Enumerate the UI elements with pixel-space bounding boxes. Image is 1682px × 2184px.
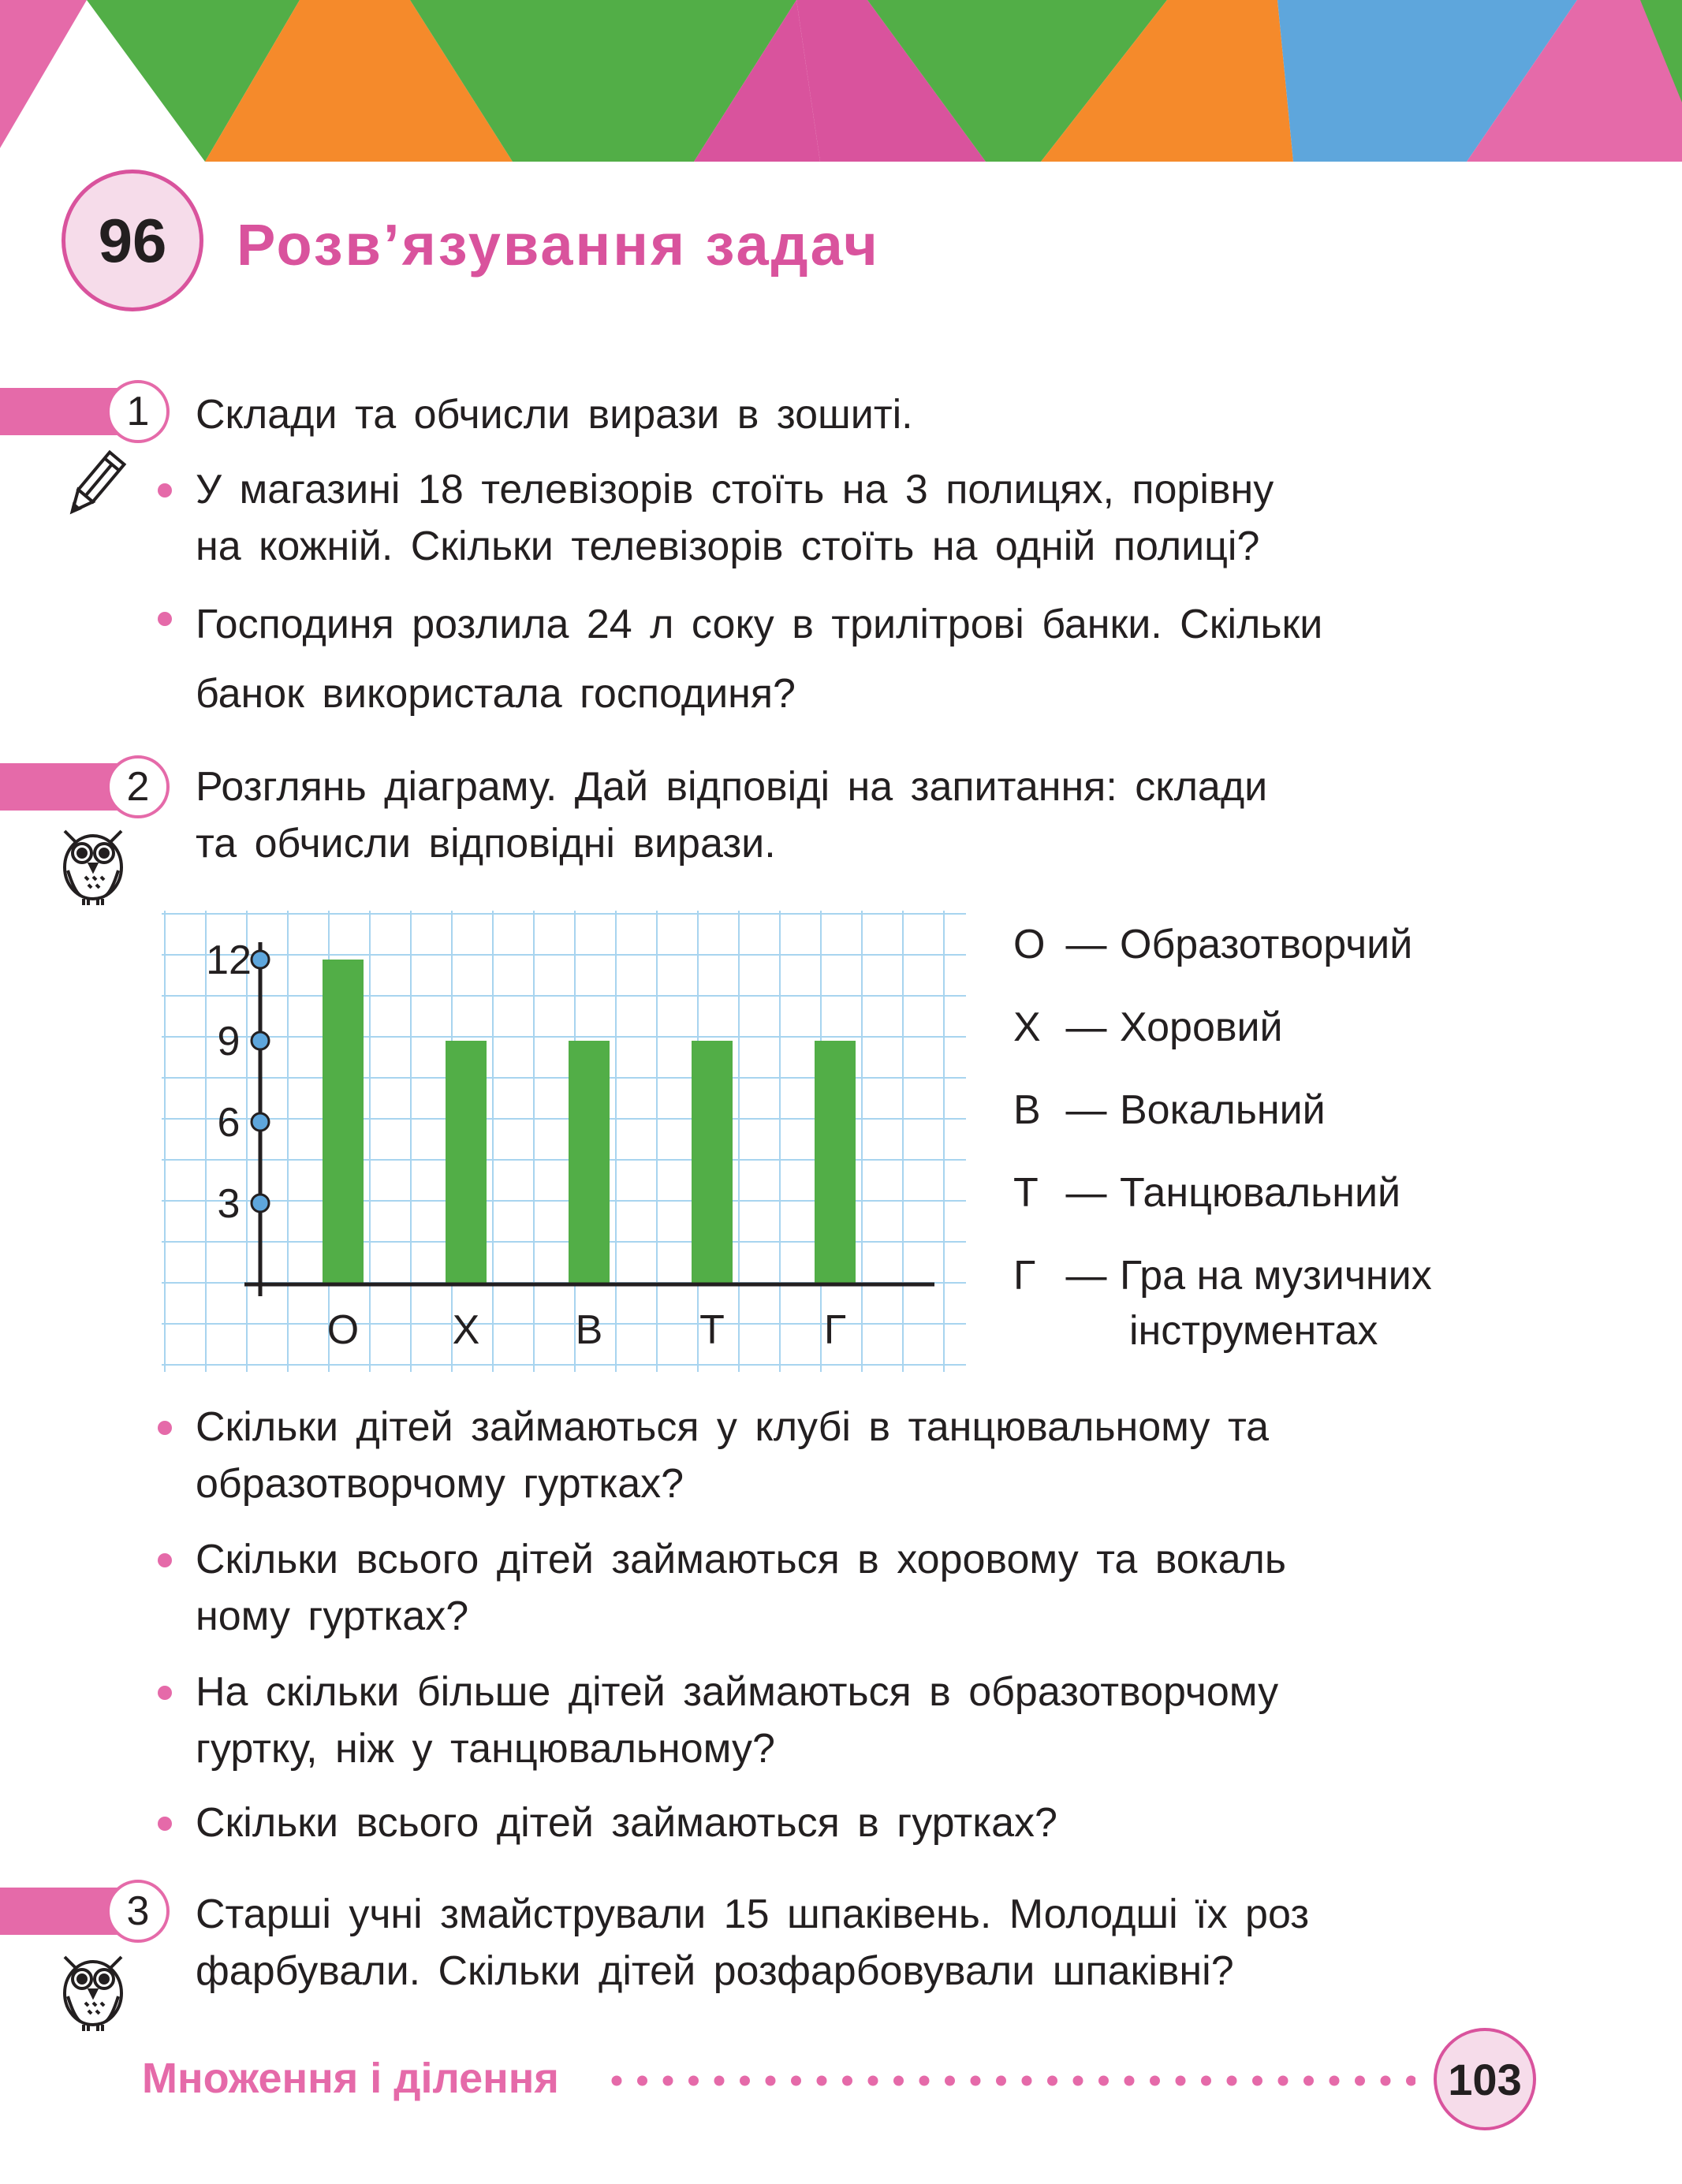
task-2-number: 2 [106,755,170,818]
leader-dot [817,2076,827,2086]
task-2-instruction-line-1: Розглянь діаграму. Дай відповіді на запитання: склади [196,764,1268,810]
leader-dot [842,2076,852,2086]
leader-dot [637,2076,647,2086]
y-tick-label: 6 [217,1100,241,1146]
leader-dot [1381,2076,1391,2086]
legend-label: Хоровий [1120,1004,1283,1050]
task-1-number: 1 [106,380,170,443]
y-tick-label: 9 [217,1019,241,1064]
legend-label: Образотворчий [1120,922,1413,967]
leader-dot [1124,2076,1135,2086]
leader-dot [740,2076,750,2086]
leader-dot [1201,2076,1211,2086]
task-2-item-3-line-2: гуртку, ніж у танцювальному? [196,1726,775,1772]
leader-dot [1303,2076,1314,2086]
legend-label-continued: інструментах [1129,1308,1378,1354]
bar-3 [692,1041,733,1284]
bullet-marker [158,612,172,626]
leader-dot [1098,2076,1109,2086]
task-2-item-2 [196,1531,1485,1645]
legend-label: Вокальний [1120,1087,1326,1133]
leader-dot [1150,2076,1160,2086]
dotted-leader [611,2075,1415,2086]
lesson-number: 96 [62,170,203,311]
task-3-marker-bar [0,1888,118,1935]
task-1-instruction: Склади та обчисли вирази в зошиті. [196,392,913,438]
leader-dot [1355,2076,1365,2086]
bullet-marker [158,1686,172,1700]
x-tick-label: Г [823,1307,847,1353]
leader-dot [868,2076,878,2086]
leader-dot [1252,2076,1262,2086]
task-3-text [196,1886,1485,2000]
owl-icon [57,820,129,908]
x-tick-label: О [326,1307,360,1353]
task-2-item-2-line-1: Скільки всього дітей займаються в хоровому та вокаль [196,1537,1286,1582]
legend-label: Гра на музичних [1120,1253,1432,1299]
leader-dot [996,2076,1006,2086]
leader-dot [1227,2076,1237,2086]
task-3-line-1: Старші учні змайстрували 15 шпаківень. Молодші їх роз [196,1891,1310,1937]
y-tick-label: 3 [217,1181,241,1227]
task-2-item-3 [196,1664,1485,1777]
decorative-banner [0,0,1682,162]
legend-dash: — [1065,1253,1107,1299]
task-3-number: 3 [106,1880,170,1943]
legend-key: В [1013,1087,1041,1133]
leader-dot [971,2076,981,2086]
task-3-line-2: фарбували. Скільки дітей розфарбовували шпаківні? [196,1948,1234,1994]
leader-dot [1278,2076,1289,2086]
legend-entry-o [1013,921,1412,968]
task-2-instruction [196,758,1485,872]
legend-entry-h [1013,1252,1432,1299]
y-tick-dot [252,1032,269,1049]
page-number: 103 [1434,2028,1536,2130]
leader-dot [612,2076,622,2086]
task-1-marker-bar [0,388,118,435]
task-2-instruction-line-2: та обчисли відповідні вирази. [196,821,776,867]
bar-2 [569,1041,610,1284]
task-2-item-2-line-2: ному гуртках? [196,1593,469,1639]
leader-dot [1176,2076,1186,2086]
task-2-item-4-line-1: Скільки всього дітей займаються в гуртках? [196,1800,1057,1846]
task-1-item-2 [196,590,1485,729]
task-1-item-2-line-1: Господиня розлила 24 л соку в трилітрові банки. Скільки [196,602,1323,647]
chart-x-labels [327,1307,846,1353]
leader-dot [663,2076,673,2086]
legend-entry-t [1013,1169,1400,1217]
task-2-item-1-line-2: образотворчому гуртках? [196,1461,684,1507]
pencil-icon [55,445,134,524]
x-tick-label: Т [699,1307,725,1353]
task-1-item-1-line-2: на кожній. Скільки телевізорів стоїть на одній полиці? [196,524,1260,569]
lesson-title: Розв’язування задач [237,212,880,278]
task-2-item-1-line-1: Скільки дітей займаються у клубі в танцювальному та [196,1404,1270,1450]
y-tick-dot [252,1113,269,1131]
y-tick-dot [252,1194,269,1212]
legend-dash: — [1065,1004,1107,1050]
legend-dash: — [1065,922,1107,967]
task-2-marker-bar [0,763,118,811]
task-2-item-1 [196,1399,1485,1512]
chart-bars [323,960,856,1284]
leader-dot [714,2076,725,2086]
y-tick-label: 12 [206,937,252,983]
legend-label: Танцювальний [1120,1170,1401,1216]
legend-key: Г [1013,1253,1036,1299]
legend-dash: — [1065,1170,1107,1216]
legend-dash: — [1065,1087,1107,1133]
leader-dot [1022,2076,1032,2086]
bullet-marker [158,483,172,498]
legend-key: Х [1013,1004,1041,1050]
bar-chart [162,911,974,1376]
bar-0 [323,960,364,1284]
bar-1 [446,1041,487,1284]
task-2-item-3-line-1: На скільки більше дітей займаються в образотворчому [196,1669,1279,1715]
leader-dot [1047,2076,1057,2086]
leader-dot [945,2076,955,2086]
section-label: Множення і ділення [142,2055,559,2102]
bullet-marker [158,1421,172,1435]
leader-dot [688,2076,699,2086]
bar-4 [815,1041,856,1284]
leader-dot [893,2076,904,2086]
x-tick-label: Х [452,1307,480,1353]
legend-key: О [1013,922,1046,967]
legend-entry-kh [1013,1004,1283,1051]
leader-dot [919,2076,930,2086]
leader-dot [1406,2076,1415,2086]
task-1-item-1-line-1: У магазині 18 телевізорів стоїть на 3 полицях, порівну [196,467,1274,512]
leader-dot [791,2076,801,2086]
legend-key: Т [1013,1170,1039,1216]
task-1-item-2-line-2: банок використала господиня? [196,671,796,717]
y-tick-dot [252,951,269,968]
bullet-marker [158,1817,172,1831]
bullet-marker [158,1553,172,1567]
legend-entry-v [1013,1086,1326,1134]
leader-dot [766,2076,776,2086]
leader-dot [1073,2076,1083,2086]
task-1-item-1 [196,461,1485,575]
owl-icon [57,1946,129,2034]
leader-dot [1330,2076,1340,2086]
x-tick-label: В [575,1307,603,1353]
task-2-item-4 [196,1795,1485,1851]
